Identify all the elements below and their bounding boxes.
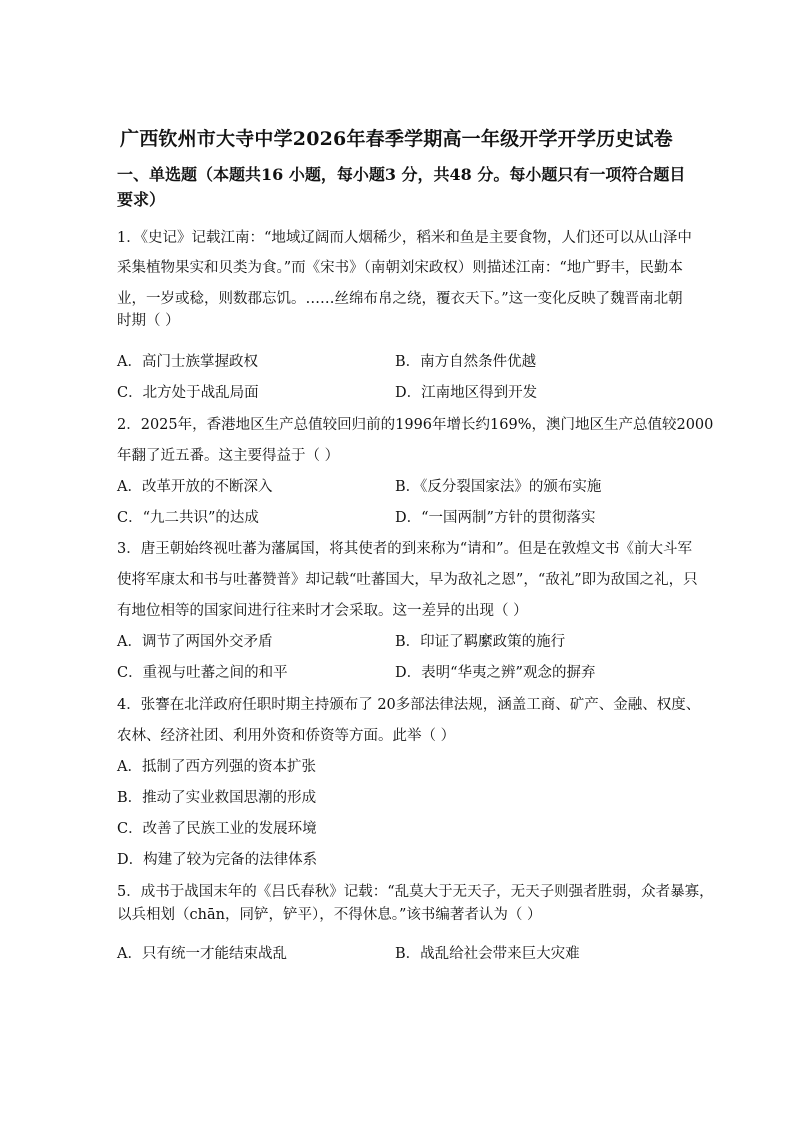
question-1-option-c: C．北方处于战乱局面	[117, 385, 259, 401]
question-2-option-d: D．“一国两制”方针的贯彻落实	[395, 510, 596, 526]
question-5-stem-line: 5．成书于战国末年的《吕氏春秋》记载：“乱莫大于无天子，无天子则强者胜弱，众者暴寡，	[117, 884, 714, 900]
question-2-stem-line: 年翻了近五番。这主要得益于（ ）	[117, 448, 340, 464]
question-2-option-b: B．《反分裂国家法》的颁布实施	[395, 479, 602, 495]
question-4-stem-line: 农林、经济社团、利用外资和侨资等方面。此举（ ）	[117, 728, 456, 744]
question-1-stem-line: 时期（ ）	[117, 313, 180, 329]
question-2-option-c: C．“九二共识”的达成	[117, 510, 259, 526]
question-4-option-c: C．改善了民族工业的发展环境	[117, 821, 317, 837]
question-3-stem-line: 使将军康太和书与吐蕃赞普》却记载“吐蕃国大，早为敌礼之恩”，“敌礼”即为敌国之礼，只	[117, 572, 698, 588]
exam-title: 广西钦州市大寺中学2026年春季学期高一年级开学开学历史试卷	[120, 128, 673, 150]
question-4-option-b: B．推动了实业救国思潮的形成	[117, 790, 317, 806]
section-heading: 一、单选题（本题共16 小题，每小题3 分，共48 分。每小题只有一项符合题目要求）	[117, 165, 686, 209]
question-5-option-a: A．只有统一才能结束战乱	[117, 946, 287, 962]
question-1-stem-line: 1．《史记》记载江南：“地域辽阔而人烟稀少，稻米和鱼是主要食物，人们还可以从山泽中	[117, 230, 692, 246]
question-5-option-b: B．战乱给社会带来巨大灾难	[395, 946, 580, 962]
question-2-option-a: A．改革开放的不断深入	[117, 479, 273, 495]
question-3-option-a: A．调节了两国外交矛盾	[117, 634, 273, 650]
question-1-option-d: D．江南地区得到开发	[395, 385, 538, 401]
question-1-option-a: A．高门士族掌握政权	[117, 354, 258, 370]
question-3-option-c: C．重视与吐蕃之间的和平	[117, 665, 288, 681]
question-3-stem-line: 3．唐王朝始终视吐蕃为藩属国，将其使者的到来称为“请和”。但是在敦煌文书《前大斗军	[117, 541, 693, 557]
question-3-option-b: B．印证了羁縻政策的施行	[395, 634, 566, 650]
question-4-option-a: A．抵制了西方列强的资本扩张	[117, 759, 316, 775]
question-1-option-b: B．南方自然条件优越	[395, 354, 537, 370]
question-1-stem-line: 采集植物果实和贝类为食。”而《宋书》（南朝刘宋政权）则描述江南：“地广野丰，民勤本	[117, 260, 683, 276]
question-2-stem-line: 2．2025年，香港地区生产总值较回归前的1996年增长约169%，澳门地区生产总值较2000	[117, 417, 714, 433]
question-3-option-d: D．表明“华夷之辨”观念的摒弃	[395, 665, 596, 681]
question-4-option-d: D．构建了较为完备的法律体系	[117, 852, 318, 868]
question-1-stem-line: 业，一岁或稔，则数郡忘饥。……丝绵布帛之绕，覆衣天下。”这一变化反映了魏晋南北朝	[117, 291, 683, 307]
question-4-stem-line: 4．张謇在北洋政府任职时期主持颁布了 20多部法律法规，涵盖工商、矿产、金融、权度、	[117, 697, 701, 713]
question-3-stem-line: 有地位相等的国家间进行往来时才会采取。这一差异的出现（ ）	[117, 603, 528, 619]
question-5-stem-line: 以兵相划（chān，同铲，铲平），不得休息。”该书编著者认为（ ）	[117, 907, 542, 923]
